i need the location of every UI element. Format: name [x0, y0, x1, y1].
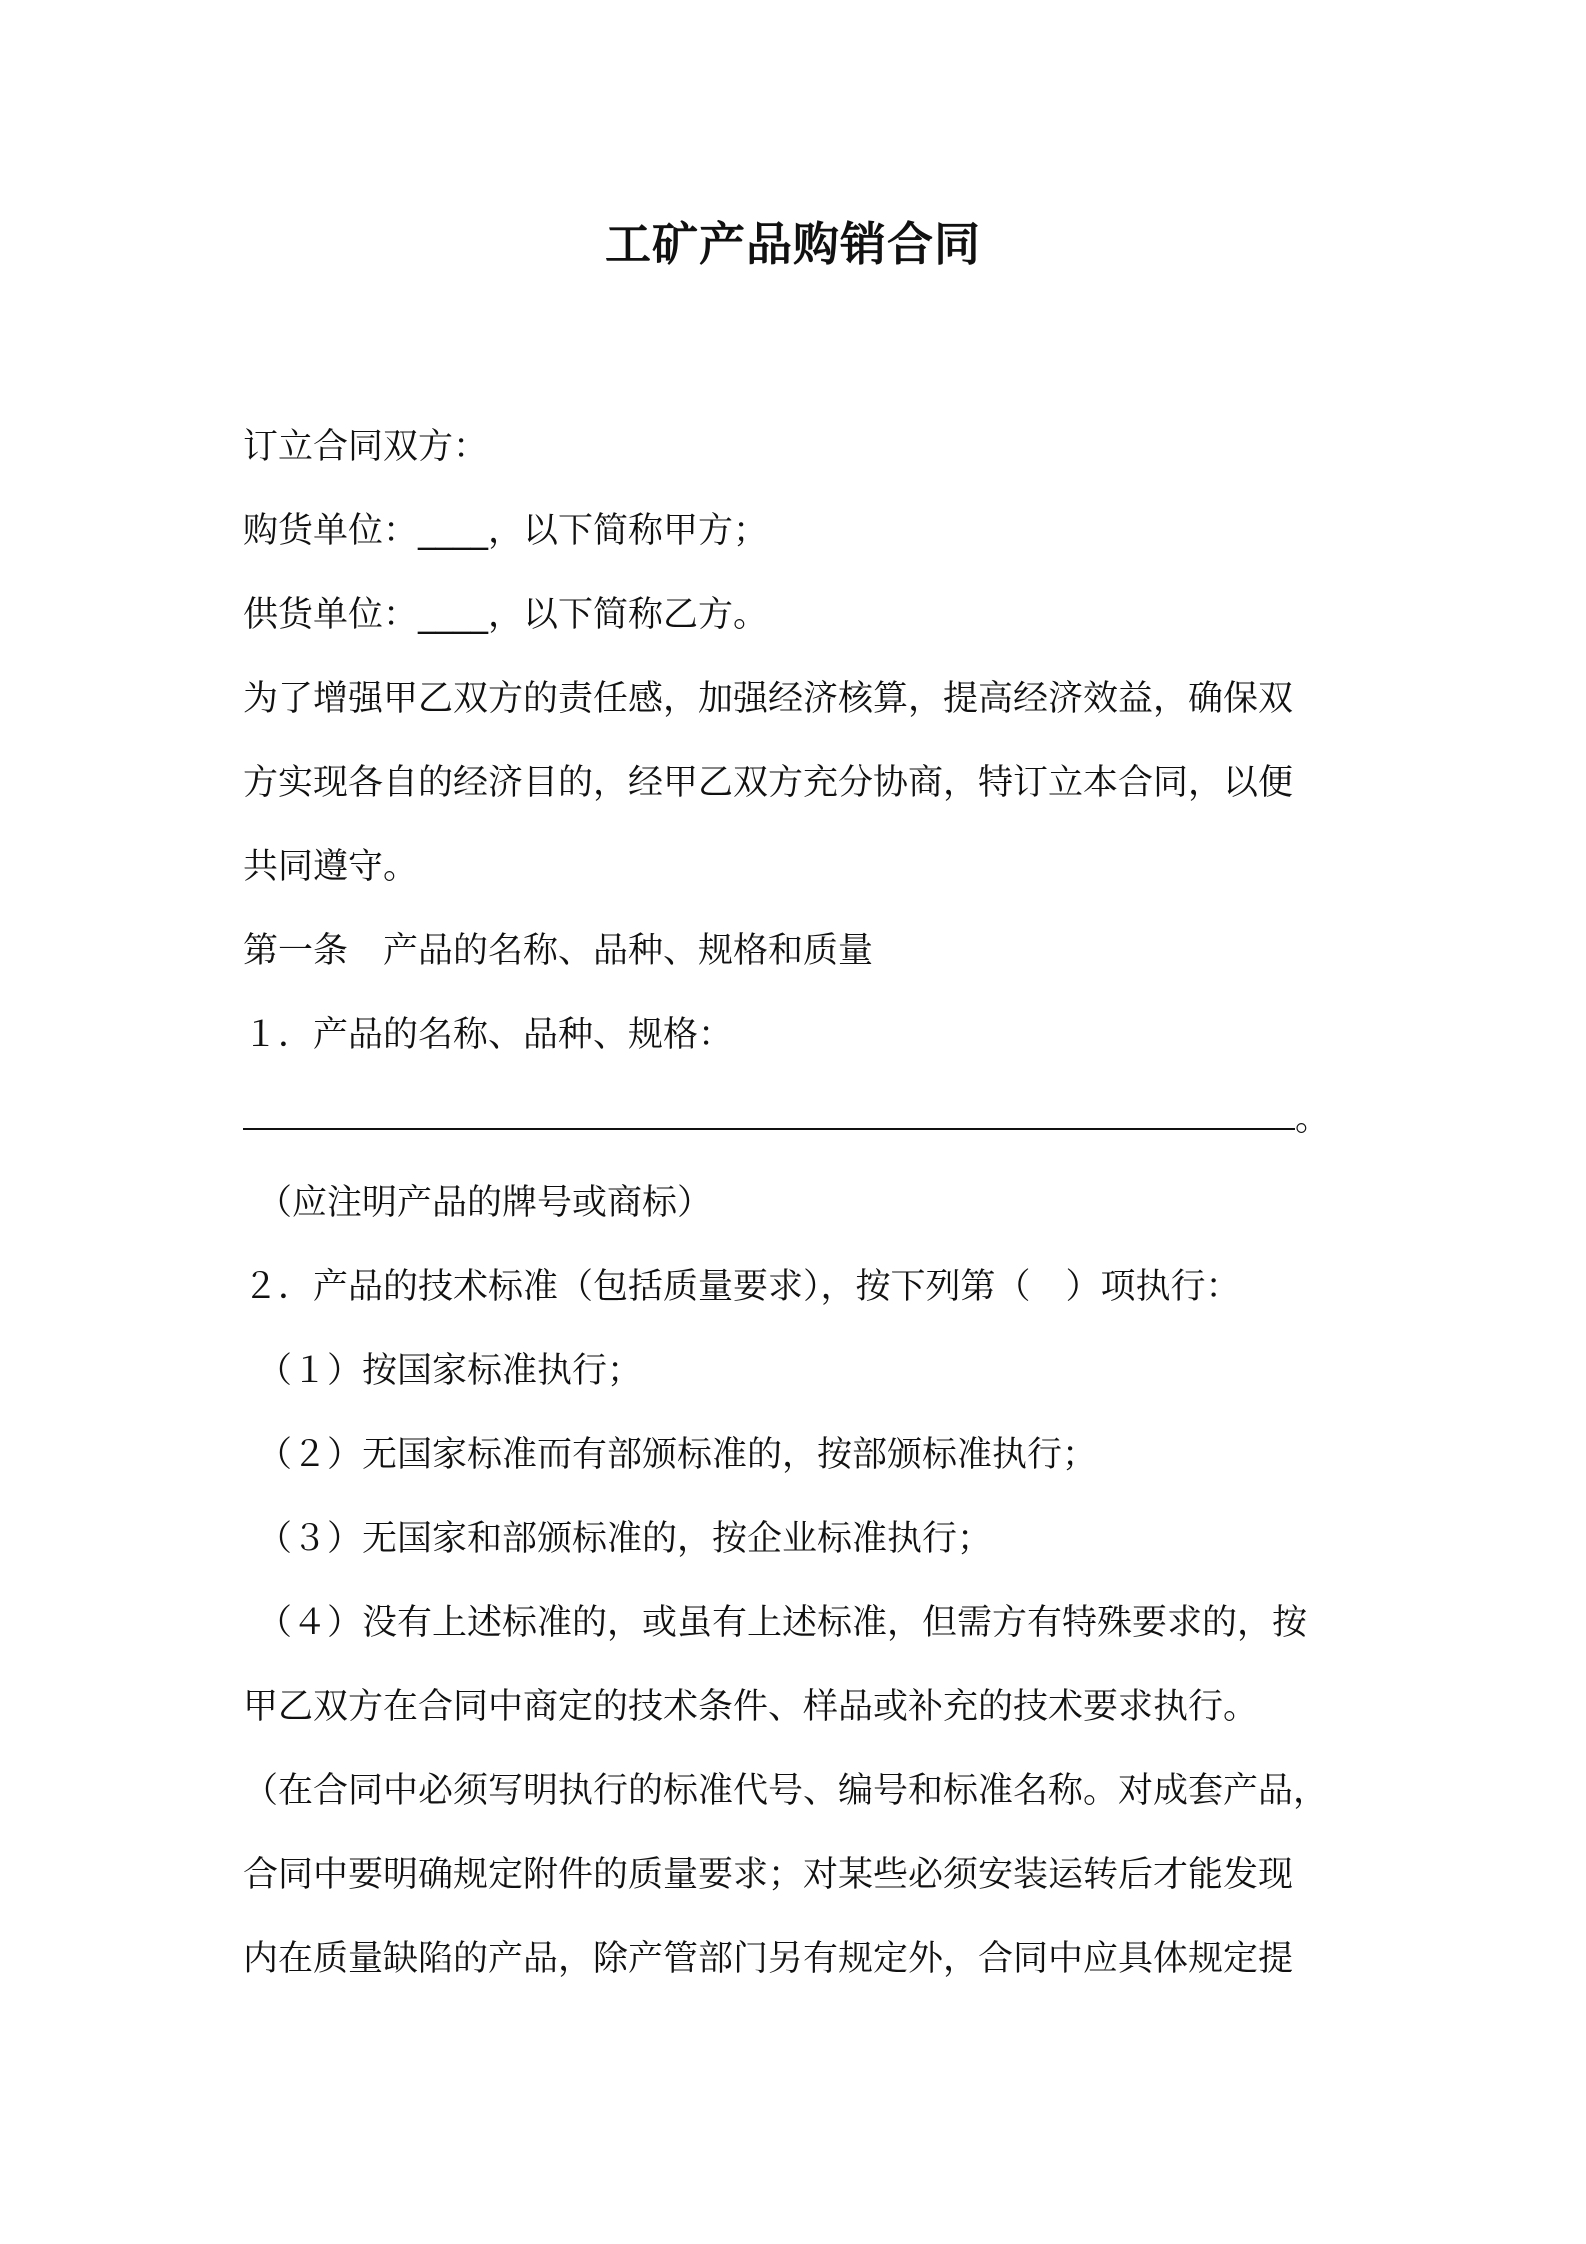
- option-3: （３）无国家和部颁标准的，按企业标准执行；: [257, 1519, 993, 1559]
- item-1-line: １．产品的名称、品种、规格：: [243, 1015, 734, 1055]
- fill-in-blank-line: [243, 1077, 1363, 1161]
- seller-line: 供货单位：____，以下简称乙方。: [243, 595, 769, 635]
- standards-note-line-2: 合同中要明确规定附件的质量要求；对某些必须安装运转后才能发现: [243, 1855, 1294, 1895]
- document-title: 工矿产品购销合同: [605, 217, 981, 271]
- parties-heading: 订立合同双方：: [243, 427, 489, 467]
- standards-note-line-1: （在合同中必须写明执行的标准代号、编号和标准名称。对成套产品，: [243, 1771, 1329, 1811]
- item-2-line: ２．产品的技术标准（包括质量要求），按下列第（ ）项执行：: [243, 1267, 1241, 1307]
- option-1: （１）按国家标准执行；: [257, 1351, 643, 1391]
- article-1-heading: 第一条 产品的名称、品种、规格和质量: [243, 931, 874, 971]
- purpose-line-3: 共同遵守。: [243, 847, 419, 887]
- purpose-line-2: 方实现各自的经济目的，经甲乙双方充分协商，特订立本合同，以便: [243, 763, 1294, 803]
- option-4-line-1: （４）没有上述标准的，或虽有上述标准，但需方有特殊要求的，按: [257, 1603, 1308, 1643]
- purpose-line-1: 为了增强甲乙双方的责任感，加强经济核算，提高经济效益，确保双: [243, 679, 1294, 719]
- brand-note: （应注明产品的牌号或商标）: [257, 1183, 713, 1223]
- option-2: （２）无国家标准而有部颁标准的，按部颁标准执行；: [257, 1435, 1098, 1475]
- fill-in-period: 。: [1295, 1099, 1331, 1139]
- option-4-line-2: 甲乙双方在合同中商定的技术条件、样品或补充的技术要求执行。: [243, 1687, 1259, 1727]
- fill-in-underline: [243, 1084, 1295, 1130]
- buyer-line: 购货单位：____，以下简称甲方；: [243, 511, 769, 551]
- standards-note-line-3: 内在质量缺陷的产品，除产管部门另有规定外，合同中应具体规定提: [243, 1939, 1294, 1979]
- document-body: [243, 405, 1363, 2001]
